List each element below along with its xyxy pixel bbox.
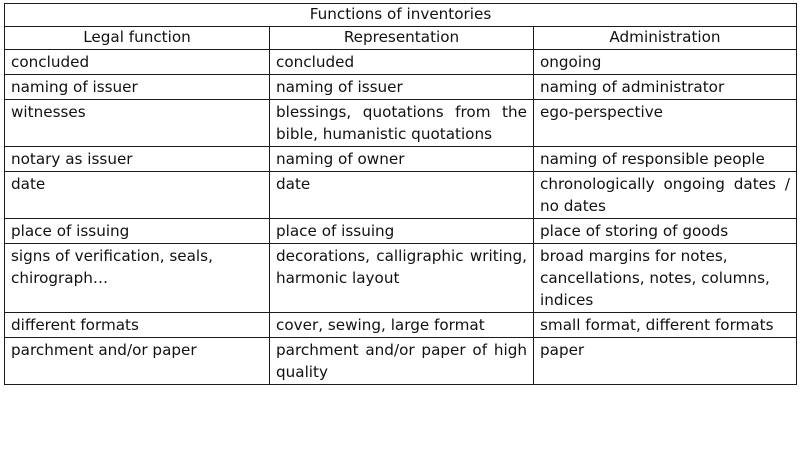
table-row (5, 313, 797, 338)
table-cell: naming of responsible people (534, 147, 797, 172)
table-cell: place of storing of goods (534, 219, 797, 244)
table-cell: paper (534, 338, 797, 385)
table-cell: naming of owner (270, 147, 534, 172)
table-cell: naming of administrator (534, 75, 797, 100)
table-title: Functions of inventories (5, 4, 797, 27)
table-cell: date (5, 172, 270, 219)
inventory-functions-table (4, 3, 797, 385)
table-row (5, 219, 797, 244)
table-cell: parchment and/or paper (5, 338, 270, 385)
table-cell: concluded (5, 50, 270, 75)
table-cell: naming of issuer (5, 75, 270, 100)
table-row (5, 147, 797, 172)
table-row (5, 75, 797, 100)
table-cell: notary as issuer (5, 147, 270, 172)
table-cell: cover, sewing, large format (270, 313, 534, 338)
table-row (5, 172, 797, 219)
table-cell: different formats (5, 313, 270, 338)
table-row (5, 338, 797, 385)
table-cell: witnesses (5, 100, 270, 147)
table-cell: date (270, 172, 534, 219)
table-cell: place of issuing (5, 219, 270, 244)
column-header-representation: Representation (270, 27, 534, 50)
table-cell: ongoing (534, 50, 797, 75)
table-cell: chronologically ongoing dates / no dates (534, 172, 797, 219)
table-row (5, 50, 797, 75)
table-cell: small format, different formats (534, 313, 797, 338)
table-cell: broad margins for notes, cancellations, notes, columns, indices (534, 244, 797, 313)
header-row (5, 27, 797, 50)
column-header-legal-function: Legal function (5, 27, 270, 50)
title-row (5, 4, 797, 27)
table-cell: naming of issuer (270, 75, 534, 100)
table-row (5, 244, 797, 313)
table-cell: decorations, calligraphic writing, harmonic layout (270, 244, 534, 313)
table-cell: parchment and/or paper of high quality (270, 338, 534, 385)
column-header-administration: Administration (534, 27, 797, 50)
table-cell: ego-perspective (534, 100, 797, 147)
table-row (5, 100, 797, 147)
table-cell: blessings, quotations from the bible, humanistic quotations (270, 100, 534, 147)
table-cell: concluded (270, 50, 534, 75)
table-cell: place of issuing (270, 219, 534, 244)
table-cell: signs of verification, seals, chirograph… (5, 244, 270, 313)
inventory-functions-table-container (4, 3, 796, 385)
